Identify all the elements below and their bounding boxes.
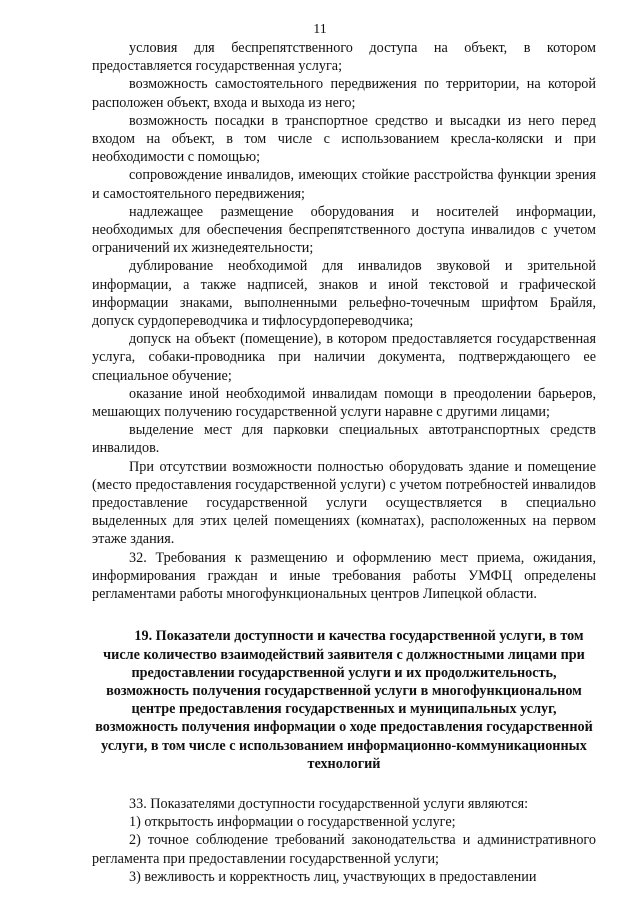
- paragraph: 32. Требования к размещению и оформлению мест приема, ожидания, информирования граждан и иные требования работы УМФЦ определены регламентами работы многофункциональных центров Липецкой области.: [92, 549, 596, 603]
- page-number: 11: [313, 22, 327, 37]
- paragraph: дублирование необходимой для инвалидов звуковой и зрительной информации, а также надписей, знаков и иной текстовой и графической информации знаками, выполненными рельефно-точечным шрифтом Брайля, допуск сурдопереводчика и тифлосурдопереводчика;: [92, 258, 596, 330]
- paragraph: выделение мест для парковки специальных автотранспортных средств инвалидов.: [92, 422, 596, 457]
- paragraph: 33. Показателями доступности государственной услуги являются:: [129, 795, 529, 812]
- paragraph: оказание иной необходимой инвалидам помощи в преодолении барьеров, мешающих получению государственной услуги наравне с другими лицами;: [92, 385, 596, 421]
- document-body: [92, 39, 596, 886]
- paragraph: возможность самостоятельного передвижения по территории, на которой расположен объект, входа и выхода из него;: [92, 76, 596, 111]
- paragraph: возможность посадки в транспортное средство и высадки из него перед входом на объект, в том числе с использованием кресла-коляски и при необходимости с помощью;: [92, 112, 596, 166]
- paragraph: допуск на объект (помещение), в котором предоставляется государственная услуга, собаки-проводника при наличии документа, подтверждающего ее специальное обучение;: [92, 331, 596, 384]
- section-heading: 19. Показатели доступности и качества государственной услуги, в том числе количество взаимодействий заявителя с должностными лицами при предоставлении государственной услуги и их продолжительность, возможность получения государственной услуги в многофункциональном центре предоставления государственных и муниципальных услуг, возможность получения информации о ходе предоставления государственной услуги, в том числе с использованием информационно-коммуникационных технологий: [95, 628, 593, 772]
- paragraph: сопровождение инвалидов, имеющих стойкие расстройства функции зрения и самостоятельного передвижения;: [92, 167, 596, 202]
- paragraphs-bottom: [92, 795, 596, 886]
- paragraph: условия для беспрепятственного доступа на объект, в котором предоставляется государственная услуга;: [92, 40, 596, 75]
- paragraph: 2) точное соблюдение требований законодательства и административного регламента при предоставлении государственной услуги;: [92, 832, 596, 867]
- paragraph: надлежащее размещение оборудования и носителей информации, необходимых для обеспечения беспрепятственного доступа инвалидов с учетом ограничений их жизнедеятельности;: [92, 203, 596, 257]
- paragraph: 1) открытость информации о государственной услуге;: [129, 814, 456, 831]
- paragraphs-top: [92, 39, 596, 603]
- paragraph: При отсутствии возможности полностью оборудовать здание и помещение (место предоставления государственной услуги) с учетом потребностей инвалидов предоставление государственной услуги осуществляется в специально выделенных для этих целей помещениях (комнатах), расположенных на первом этаже здания.: [92, 458, 596, 548]
- spacer: [92, 773, 596, 795]
- paragraph: 3) вежливость и корректность лиц, участвующих в предоставлении: [129, 868, 537, 885]
